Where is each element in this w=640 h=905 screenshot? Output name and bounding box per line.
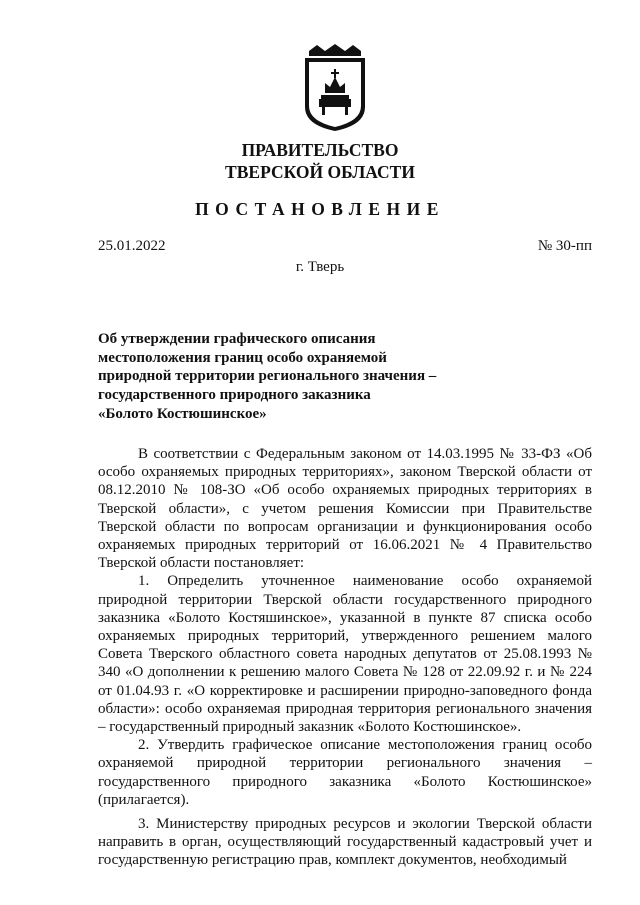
document-number: № 30-пп [537,238,592,254]
organization-name-line2: ТВЕРСКОЙ ОБЛАСТИ [225,162,415,182]
document-type: ПОСТАНОВЛЕНИЕ [195,199,445,219]
paragraph-item-2: 2. Утвердить графическое описание местоположения границ особо охраняемой природной территории регионального значения – государственного природного заказника «Болото Костюшинское» (прилагается). [98,737,592,808]
subject-line: «Болото Костюшинское» [98,405,267,422]
tver-coat-of-arms-icon [295,43,375,133]
subject-line: природной территории регионального значения – [98,368,437,385]
subject-line: Об утверждении графического описания [98,331,376,347]
document-city: г. Тверь [295,259,345,275]
subject-line: местоположения границ особо охраняемой [98,349,387,366]
paragraph-preamble: В соответствии с Федеральным законом от 14.03.1995 № 33-ФЗ «Об особо охраняемых природных территориях», законом Тверской области от 08.12.2010 № 108-ЗО «Об особо охраняемых природных территориях в Тверской области», с учетом решения Комиссии при Правительстве Тверской области по вопросам организации и функционирования особо охраняемых природных территорий от 16.06.2021 № 4 Правительство Тверской области постановляет: [98,446,592,572]
paragraph-item-3: 3. Министерству природных ресурсов и экологии Тверской области направить в орган, осуществляющий государственный кадастровый учет и государственную регистрацию прав, комплект документов, необходимый [98,816,592,869]
document-body [98,445,592,870]
document-subject [98,330,468,424]
paragraph-item-1: 1. Определить уточненное наименование особо охраняемой природной территории Тверской области государственного природного заказника «Болото Костяшинское», указанной в пункте 87 списка особо охраняемых природных территорий, утвержденного решением малого Совета Тверского областного совета народных депутатов от 25.08.1993 № 340 «О дополнении к решению малого Совета № 128 от 22.09.92 г. и № 224 от 01.04.93 г. «О корректировке и расширении природно-заповедного фонда области»: особо охраняемая природная территория регионального значения – государственный природный заказник «Болото Костюшинское». [98,573,592,736]
organization-name-line1: ПРАВИТЕЛЬСТВО [241,140,399,160]
document-date: 25.01.2022 [98,238,166,254]
subject-line: государственного природного заказника [98,387,371,404]
